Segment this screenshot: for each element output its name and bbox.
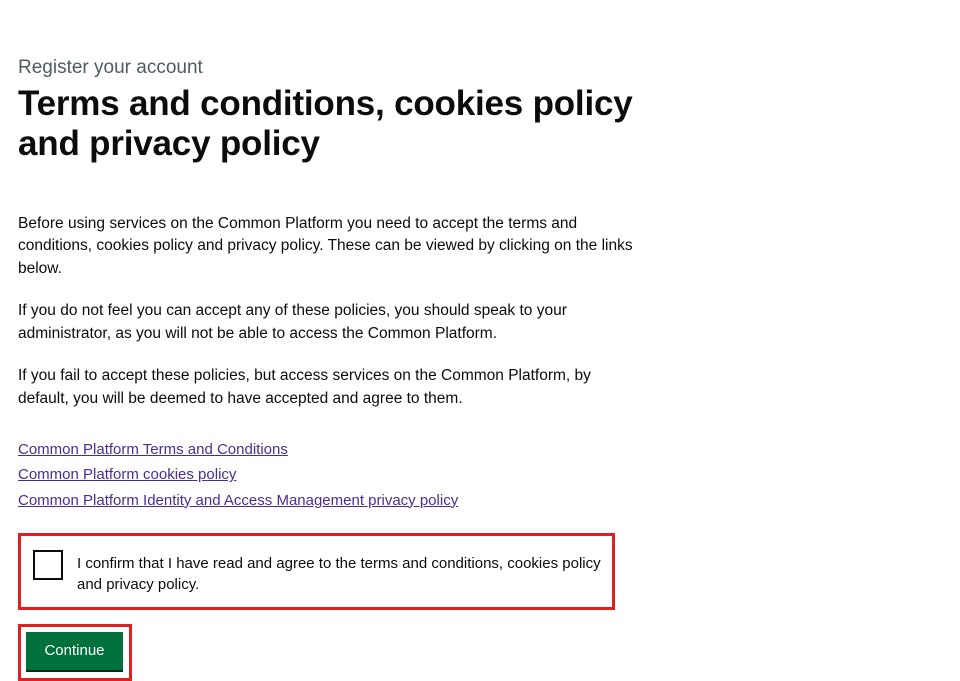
paragraph-3: If you fail to accept these policies, but access services on the Common Platform, by default, you will be deemed to have accepted and agree to them. bbox=[18, 367, 591, 407]
paragraph-1: Before using services on the Common Platform you need to accept the terms and conditions, cookies policy and privacy policy. These can be viewed by clicking on the links below. bbox=[18, 214, 633, 277]
link-cookies-policy[interactable]: Common Platform cookies policy bbox=[18, 466, 237, 484]
page-caption: Register your account bbox=[18, 57, 203, 78]
continue-button[interactable]: Continue bbox=[26, 632, 123, 672]
confirm-checkbox[interactable] bbox=[33, 550, 63, 580]
confirm-checkbox-label[interactable]: I confirm that I have read and agree to the terms and conditions, cookies policy and privacy policy. bbox=[77, 554, 601, 593]
intro-text bbox=[18, 213, 638, 410]
policy-links bbox=[18, 440, 960, 511]
confirm-checkbox-group[interactable] bbox=[18, 533, 615, 610]
link-privacy-policy[interactable]: Common Platform Identity and Access Management privacy policy bbox=[18, 491, 459, 509]
continue-button-highlight bbox=[18, 624, 132, 681]
link-terms-and-conditions[interactable]: Common Platform Terms and Conditions bbox=[18, 441, 288, 459]
page-title: Terms and conditions, cookies policy and privacy policy bbox=[18, 83, 633, 164]
paragraph-2: If you do not feel you can accept any of these policies, you should speak to your administrator, as you will not be able to access the Common Platform. bbox=[18, 302, 567, 342]
